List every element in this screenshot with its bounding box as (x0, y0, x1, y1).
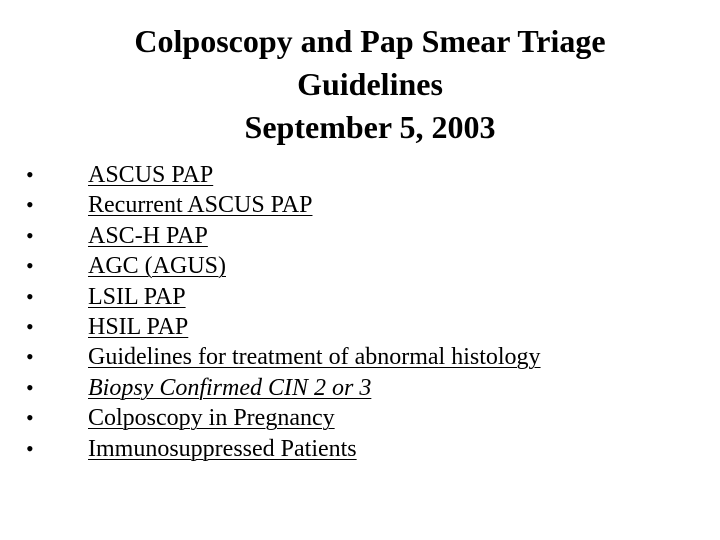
link-asc-h-pap[interactable]: ASC-H PAP (88, 222, 208, 249)
list-item (26, 251, 706, 281)
bullet-icon: • (26, 405, 34, 431)
list-item (26, 373, 706, 403)
bullet-icon: • (26, 435, 34, 461)
list-item (26, 403, 706, 433)
list-item (26, 434, 706, 464)
title-date: September 5, 2003 (244, 109, 496, 145)
bullet-icon: • (26, 222, 34, 248)
link-biopsy-confirmed-cin[interactable]: Biopsy Confirmed CIN 2 or 3 (88, 374, 372, 401)
bullet-icon: • (26, 313, 34, 339)
link-agc-agus[interactable]: AGC (AGUS) (88, 253, 226, 280)
list-item (26, 221, 706, 251)
title-line-1: Colposcopy and Pap Smear Triage (134, 23, 606, 59)
slide-title (40, 20, 700, 149)
link-treatment-abnormal-histology[interactable]: Guidelines for treatment of abnormal histology (88, 344, 541, 371)
link-immunosuppressed-patients[interactable]: Immunosuppressed Patients (88, 435, 357, 462)
list-item (26, 282, 706, 312)
bullet-icon: • (26, 283, 34, 309)
bullet-icon: • (26, 253, 34, 279)
list-item (26, 160, 706, 190)
link-recurrent-ascus-pap[interactable]: Recurrent ASCUS PAP (88, 192, 313, 219)
link-lsil-pap[interactable]: LSIL PAP (88, 283, 186, 310)
list-item (26, 312, 706, 342)
bullet-icon: • (26, 344, 34, 370)
bullet-icon: • (26, 374, 34, 400)
link-colposcopy-pregnancy[interactable]: Colposcopy in Pregnancy (88, 405, 335, 432)
bullet-icon: • (26, 192, 34, 218)
bullet-icon: • (26, 162, 34, 187)
guideline-link-list (26, 160, 706, 464)
link-ascus-pap[interactable]: ASCUS PAP (88, 162, 214, 188)
list-item (26, 190, 706, 220)
list-item (26, 342, 706, 372)
link-hsil-pap[interactable]: HSIL PAP (88, 313, 189, 340)
title-line-2: Guidelines (297, 66, 443, 102)
